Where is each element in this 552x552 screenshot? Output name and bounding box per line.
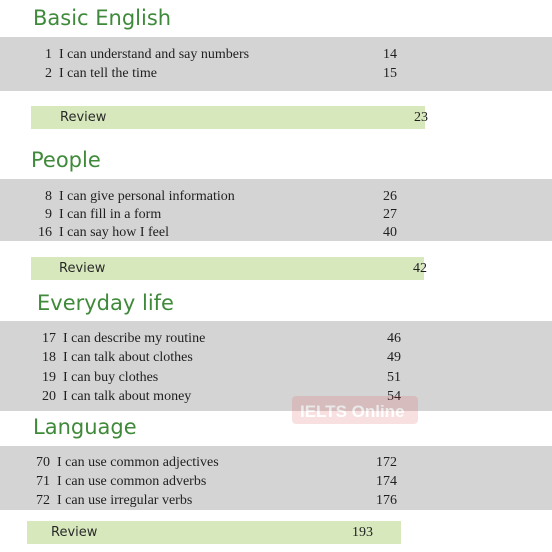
item-text: I can tell the time [59,66,157,81]
item-text: I can say how I feel [59,225,170,240]
item-page: 172 [376,455,397,470]
list-item[interactable] [0,369,552,387]
item-number: 16 [38,225,52,240]
section-title-everyday-life: Everyday life [37,291,174,315]
list-item[interactable] [0,206,552,224]
list-item[interactable] [0,224,552,242]
item-number: 19 [42,370,56,385]
item-text: I can understand and say numbers [59,47,250,62]
item-number: 18 [42,350,56,365]
list-item[interactable] [0,330,552,348]
section-title-people: People [31,148,101,172]
section-title-basic-english: Basic English [33,6,172,30]
review-row[interactable] [31,257,427,280]
item-page: 176 [376,493,397,508]
item-page: 49 [387,350,401,365]
item-page: 40 [383,225,397,240]
list-item[interactable] [0,473,552,491]
review-row[interactable] [31,106,428,129]
list-item[interactable] [0,349,552,367]
item-number: 9 [45,207,52,222]
item-number: 20 [42,389,56,404]
item-page: 27 [383,207,397,222]
list-item[interactable] [0,65,552,83]
list-item[interactable] [0,188,552,206]
item-number: 8 [45,189,52,204]
review-label: Review [51,525,98,540]
review-page: 23 [414,110,428,125]
item-page: 14 [383,47,397,62]
item-page: 26 [383,189,397,204]
item-text: I can give personal information [59,189,235,204]
list-item[interactable] [0,46,552,64]
item-text: I can talk about clothes [63,350,193,365]
list-item[interactable] [0,492,552,510]
item-number: 71 [36,474,50,489]
item-text: I can buy clothes [63,370,159,385]
review-page: 193 [352,525,373,540]
review-page: 42 [413,261,427,276]
item-text: I can use common adjectives [57,455,219,470]
item-number: 2 [45,66,52,81]
item-number: 70 [36,455,50,470]
item-page: 46 [387,331,401,346]
item-page: 54 [387,389,401,404]
item-text: I can talk about money [63,389,192,404]
item-number: 72 [36,493,50,508]
item-number: 17 [42,331,56,346]
review-row[interactable] [27,521,401,544]
item-page: 174 [376,474,397,489]
item-text: I can use common adverbs [57,474,207,489]
item-page: 15 [383,66,397,81]
list-item[interactable] [0,454,552,472]
review-label: Review [60,110,107,125]
item-number: 1 [45,47,52,62]
list-item[interactable] [0,388,552,406]
review-label: Review [59,261,106,276]
svg-text:IELTS Online: IELTS Online [300,402,405,421]
item-text: I can use irregular verbs [57,493,193,508]
item-text: I can describe my routine [63,331,206,346]
section-title-language: Language [33,415,137,439]
item-page: 51 [387,370,401,385]
item-text: I can fill in a form [59,207,162,222]
